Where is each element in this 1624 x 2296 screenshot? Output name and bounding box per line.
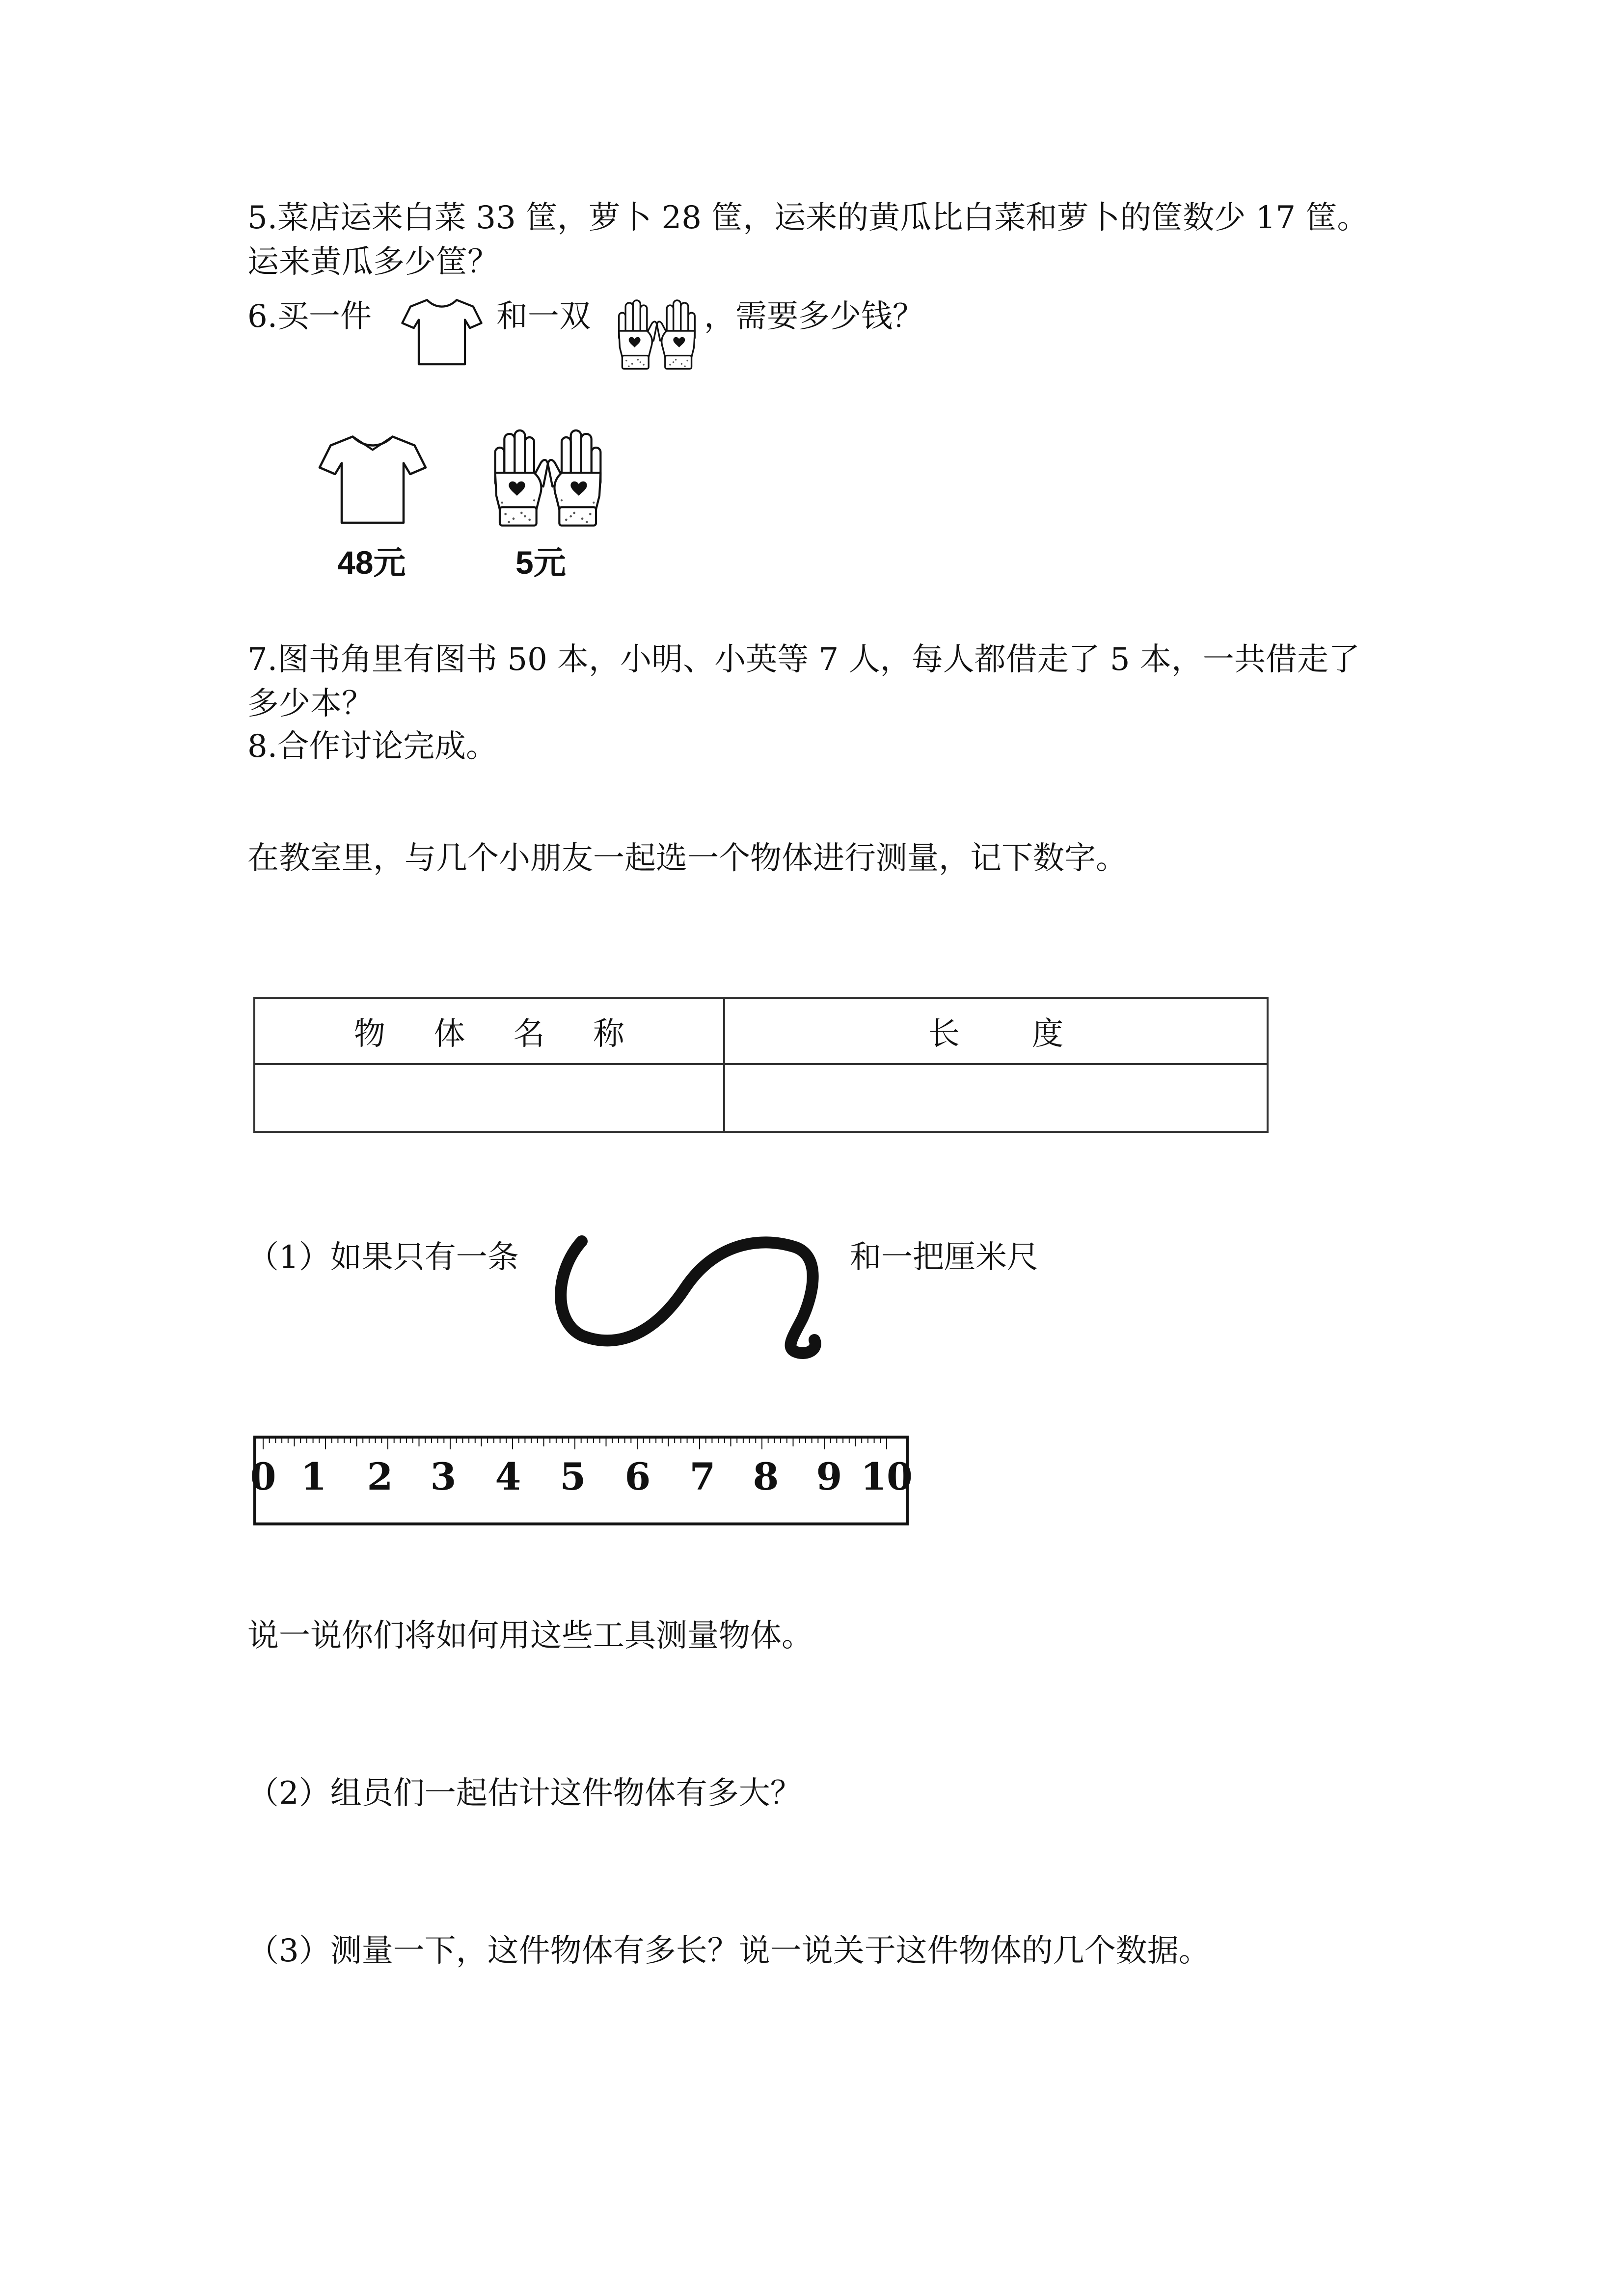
ruler-label: 3 [430,1455,457,1498]
rope-icon [552,1229,832,1362]
part3-question: （3）测量一下，这件物体有多长？说一说关于这件物体的几个数据。 [247,1933,1210,1969]
gloves-price-icon [490,427,605,530]
ruler-icon [250,1436,913,1525]
q8-intro: 在教室里，与几个小朋友一起选一个物体进行测量，记下数字。 [247,840,1127,877]
shirt-price-icon [314,430,432,527]
ruler-label: 2 [367,1455,393,1498]
gloves-price: 5元 [515,544,566,581]
left-glove [495,430,548,526]
ruler-label: 8 [753,1455,779,1498]
q7-line-2: 多少本？ [247,686,373,722]
q5-line-1: 5.菜店运来白菜 33 筐，萝卜 28 筐，运来的黄瓜比白菜和萝卜的筐数少 17 筐。 [247,200,1369,236]
ruler-label: 5 [560,1455,586,1498]
header-length: 长 度 [724,998,1268,1064]
q5-line-2: 运来黄瓜多少筐？ [247,244,499,280]
q8-title: 8.合作讨论完成。 [247,728,498,765]
table-row [254,1064,1268,1132]
ruler-label: 6 [624,1455,651,1498]
shirt-icon [401,294,483,368]
ruler-label: 7 [689,1455,716,1498]
shirt-price: 48元 [337,544,406,581]
gloves-icon [616,297,698,373]
ruler-label: 10 [861,1455,913,1498]
right-glove [548,430,600,526]
q6-text-after-gloves: ，需要多少钱？ [704,298,924,335]
ruler-label: 4 [495,1455,521,1498]
header-object-name: 物 体 名 称 [254,998,724,1064]
cell-object-name [254,1064,724,1132]
ruler-label: 0 [250,1455,276,1498]
left-glove [619,300,657,369]
q6-text-before-shirt: 6.买一件 [247,298,372,335]
right-glove [657,300,695,369]
table-header-row [254,998,1268,1064]
part2-question: （2）组员们一起估计这件物体有多大？ [247,1775,802,1812]
ruler-label: 1 [300,1455,327,1498]
q7-line-1: 7.图书角里有图书 50 本，小明、小英等 7 人，每人都借走了 5 本，一共借走了 [247,641,1360,678]
cell-length [724,1064,1268,1132]
q6-text-before-gloves: 和一双 [496,298,591,335]
measurement-table [253,997,1269,1133]
part1-prompt: 说一说你们将如何用这些工具测量物体。 [247,1618,813,1654]
ruler-label: 9 [816,1455,842,1498]
part1-text-before-rope: （1）如果只有一条 [247,1239,519,1276]
part1-text-after-rope: 和一把厘米尺 [850,1239,1038,1276]
